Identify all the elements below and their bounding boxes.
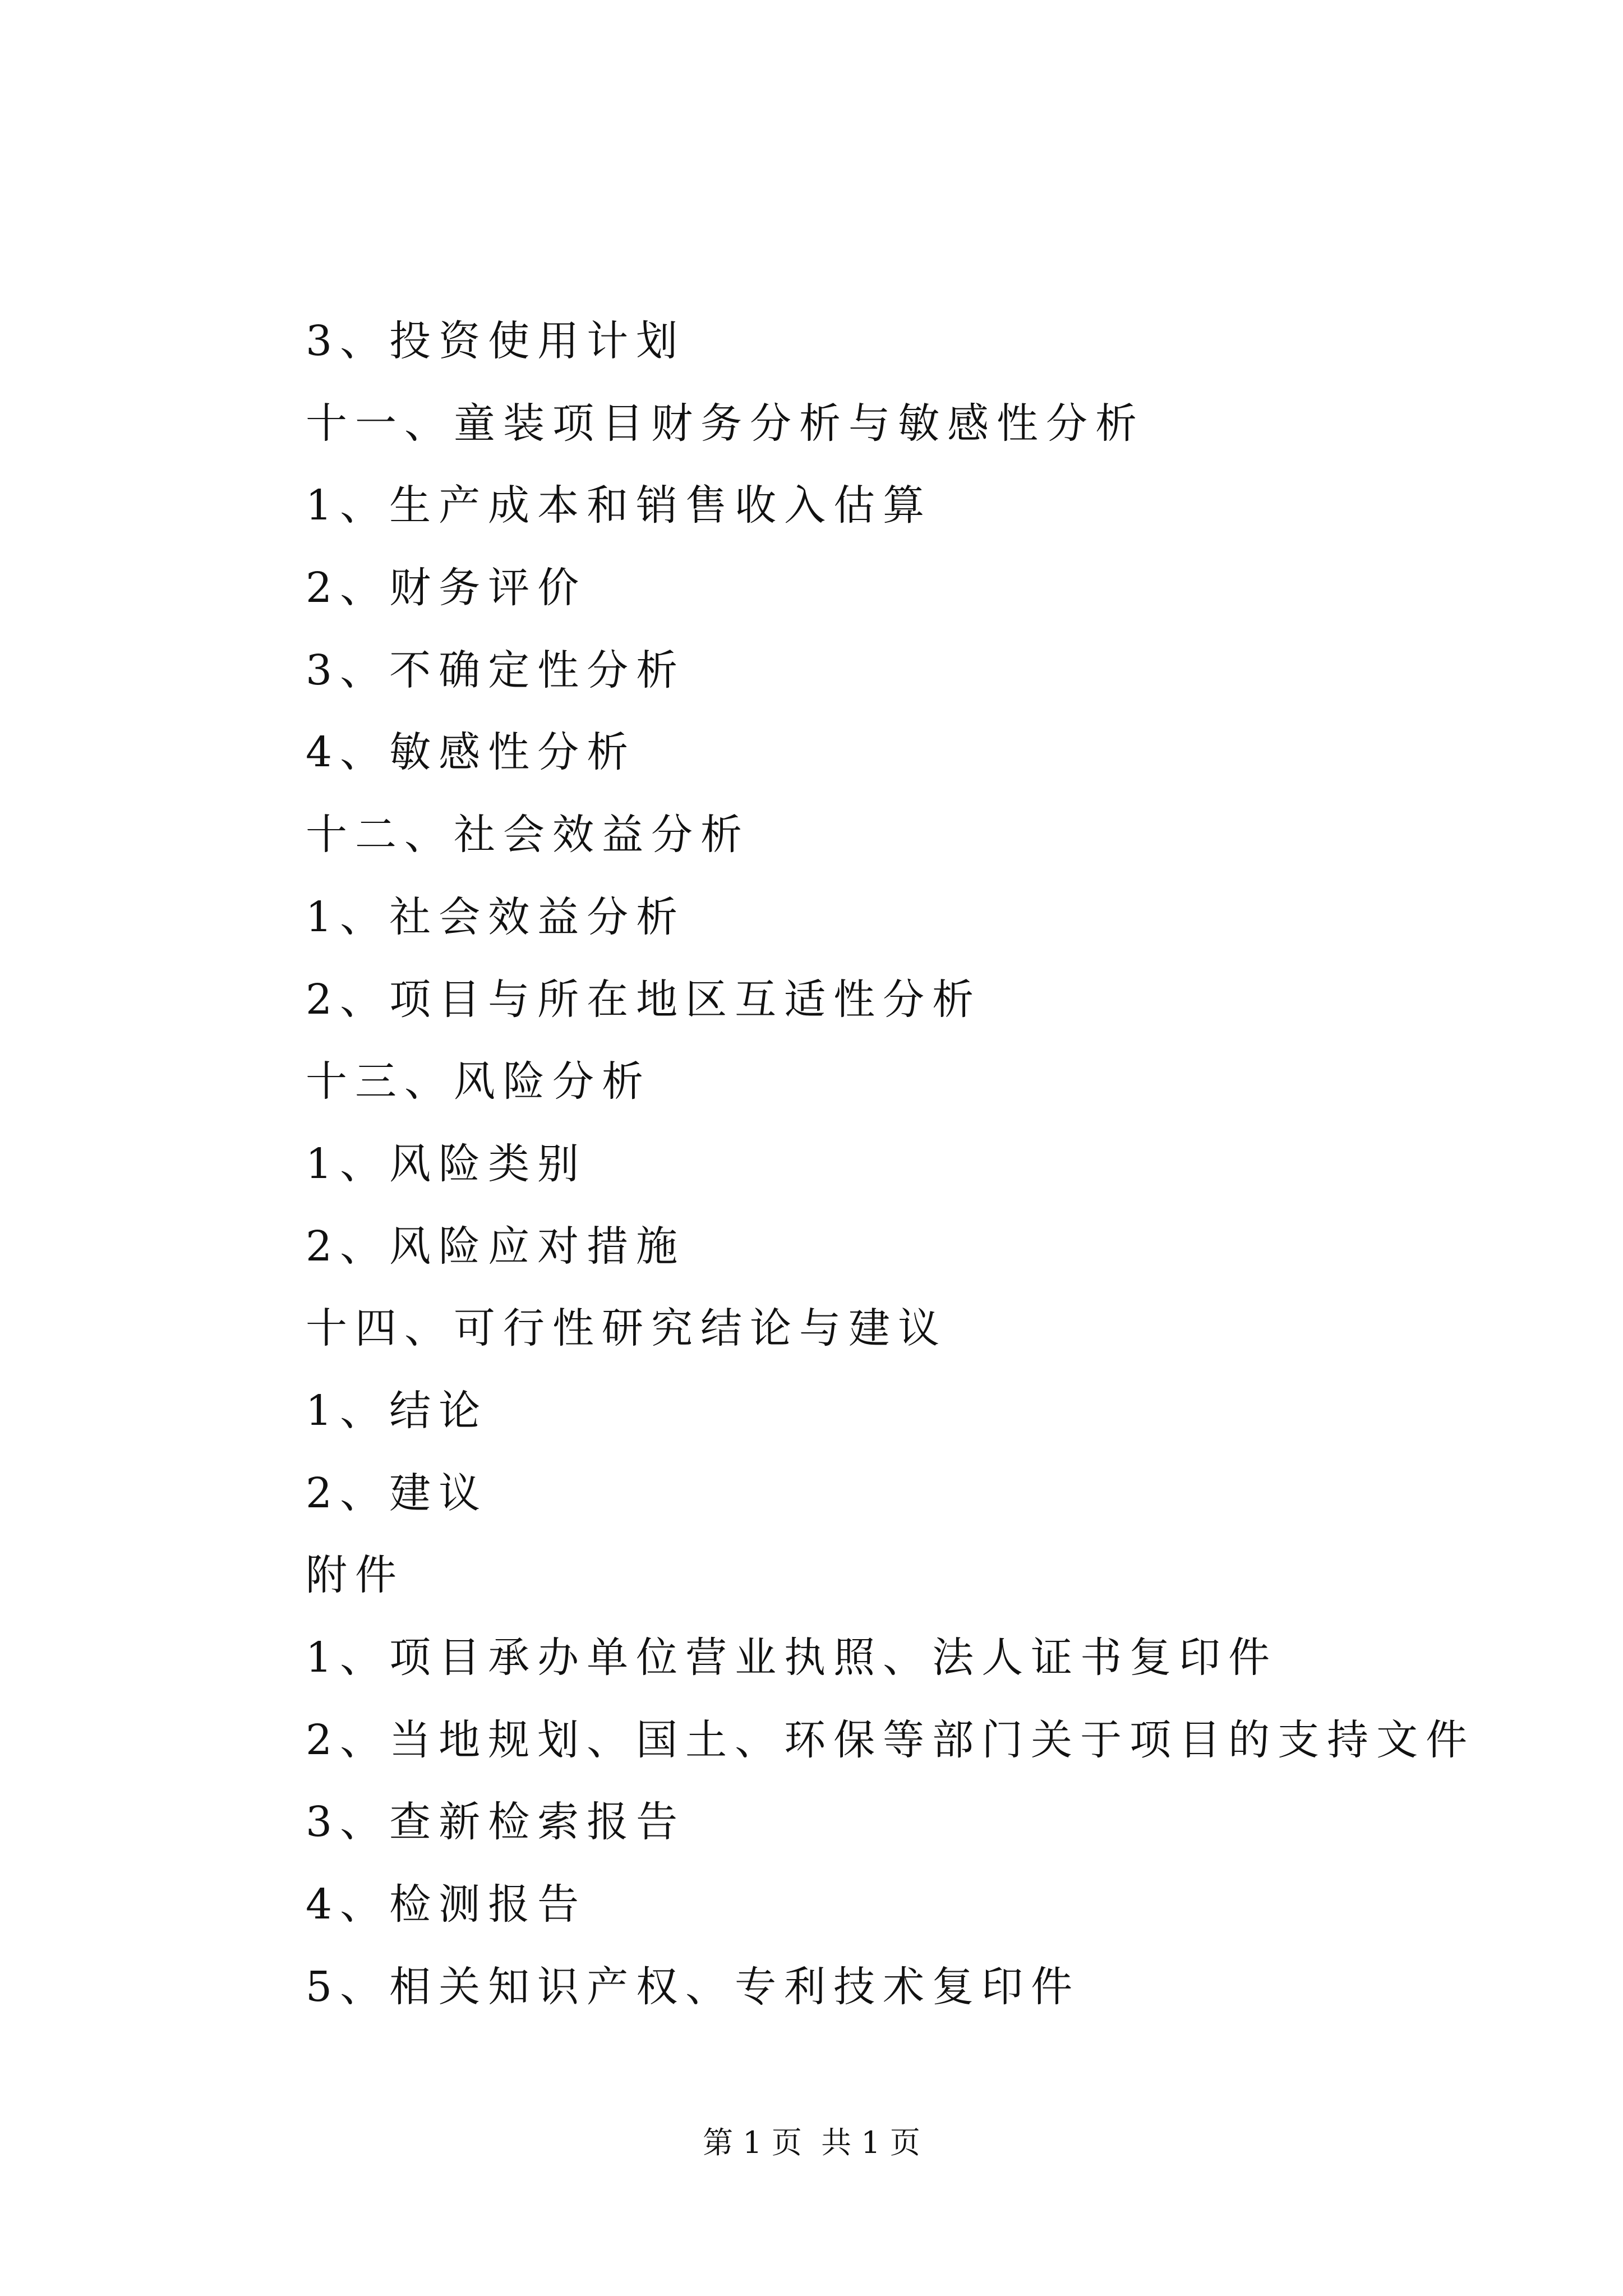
section-heading: 十三、风险分析 bbox=[306, 1057, 651, 1106]
outline-item: 1、生产成本和销售收入估算 bbox=[306, 481, 933, 530]
section-heading: 十二、社会效益分析 bbox=[306, 811, 750, 859]
outline-item: 3、不确定性分析 bbox=[306, 646, 686, 694]
outline-item: 1、社会效益分析 bbox=[306, 892, 686, 941]
outline-item: 5、相关知识产权、专利技术复印件 bbox=[306, 1962, 1081, 2011]
outline-item: 2、项目与所在地区互适性分析 bbox=[306, 975, 982, 1024]
outline-item: 4、检测报告 bbox=[306, 1880, 587, 1929]
document-body bbox=[306, 300, 1511, 2028]
outline-item: 1、风险类别 bbox=[306, 1139, 587, 1188]
outline-item: 3、投资使用计划 bbox=[306, 317, 686, 365]
outline-item: 2、建议 bbox=[306, 1469, 488, 1517]
outline-item: 2、风险应对措施 bbox=[306, 1222, 686, 1271]
page-number-footer: 第 1 页 共 1 页 bbox=[703, 2125, 920, 2160]
section-heading: 十一、童装项目财务分析与敏感性分析 bbox=[306, 399, 1145, 448]
outline-item: 2、财务评价 bbox=[306, 564, 587, 613]
outline-item: 3、查新检索报告 bbox=[306, 1798, 686, 1847]
outline-item: 2、当地规划、国土、环保等部门关于项目的支持文件 bbox=[306, 1715, 1476, 1764]
outline-item: 1、结论 bbox=[306, 1386, 488, 1435]
section-heading: 十四、可行性研究结论与建议 bbox=[306, 1304, 947, 1353]
section-heading: 附件 bbox=[306, 1551, 404, 1600]
outline-item: 1、项目承办单位营业执照、法人证书复印件 bbox=[306, 1634, 1278, 1682]
outline-item: 4、敏感性分析 bbox=[306, 728, 637, 777]
